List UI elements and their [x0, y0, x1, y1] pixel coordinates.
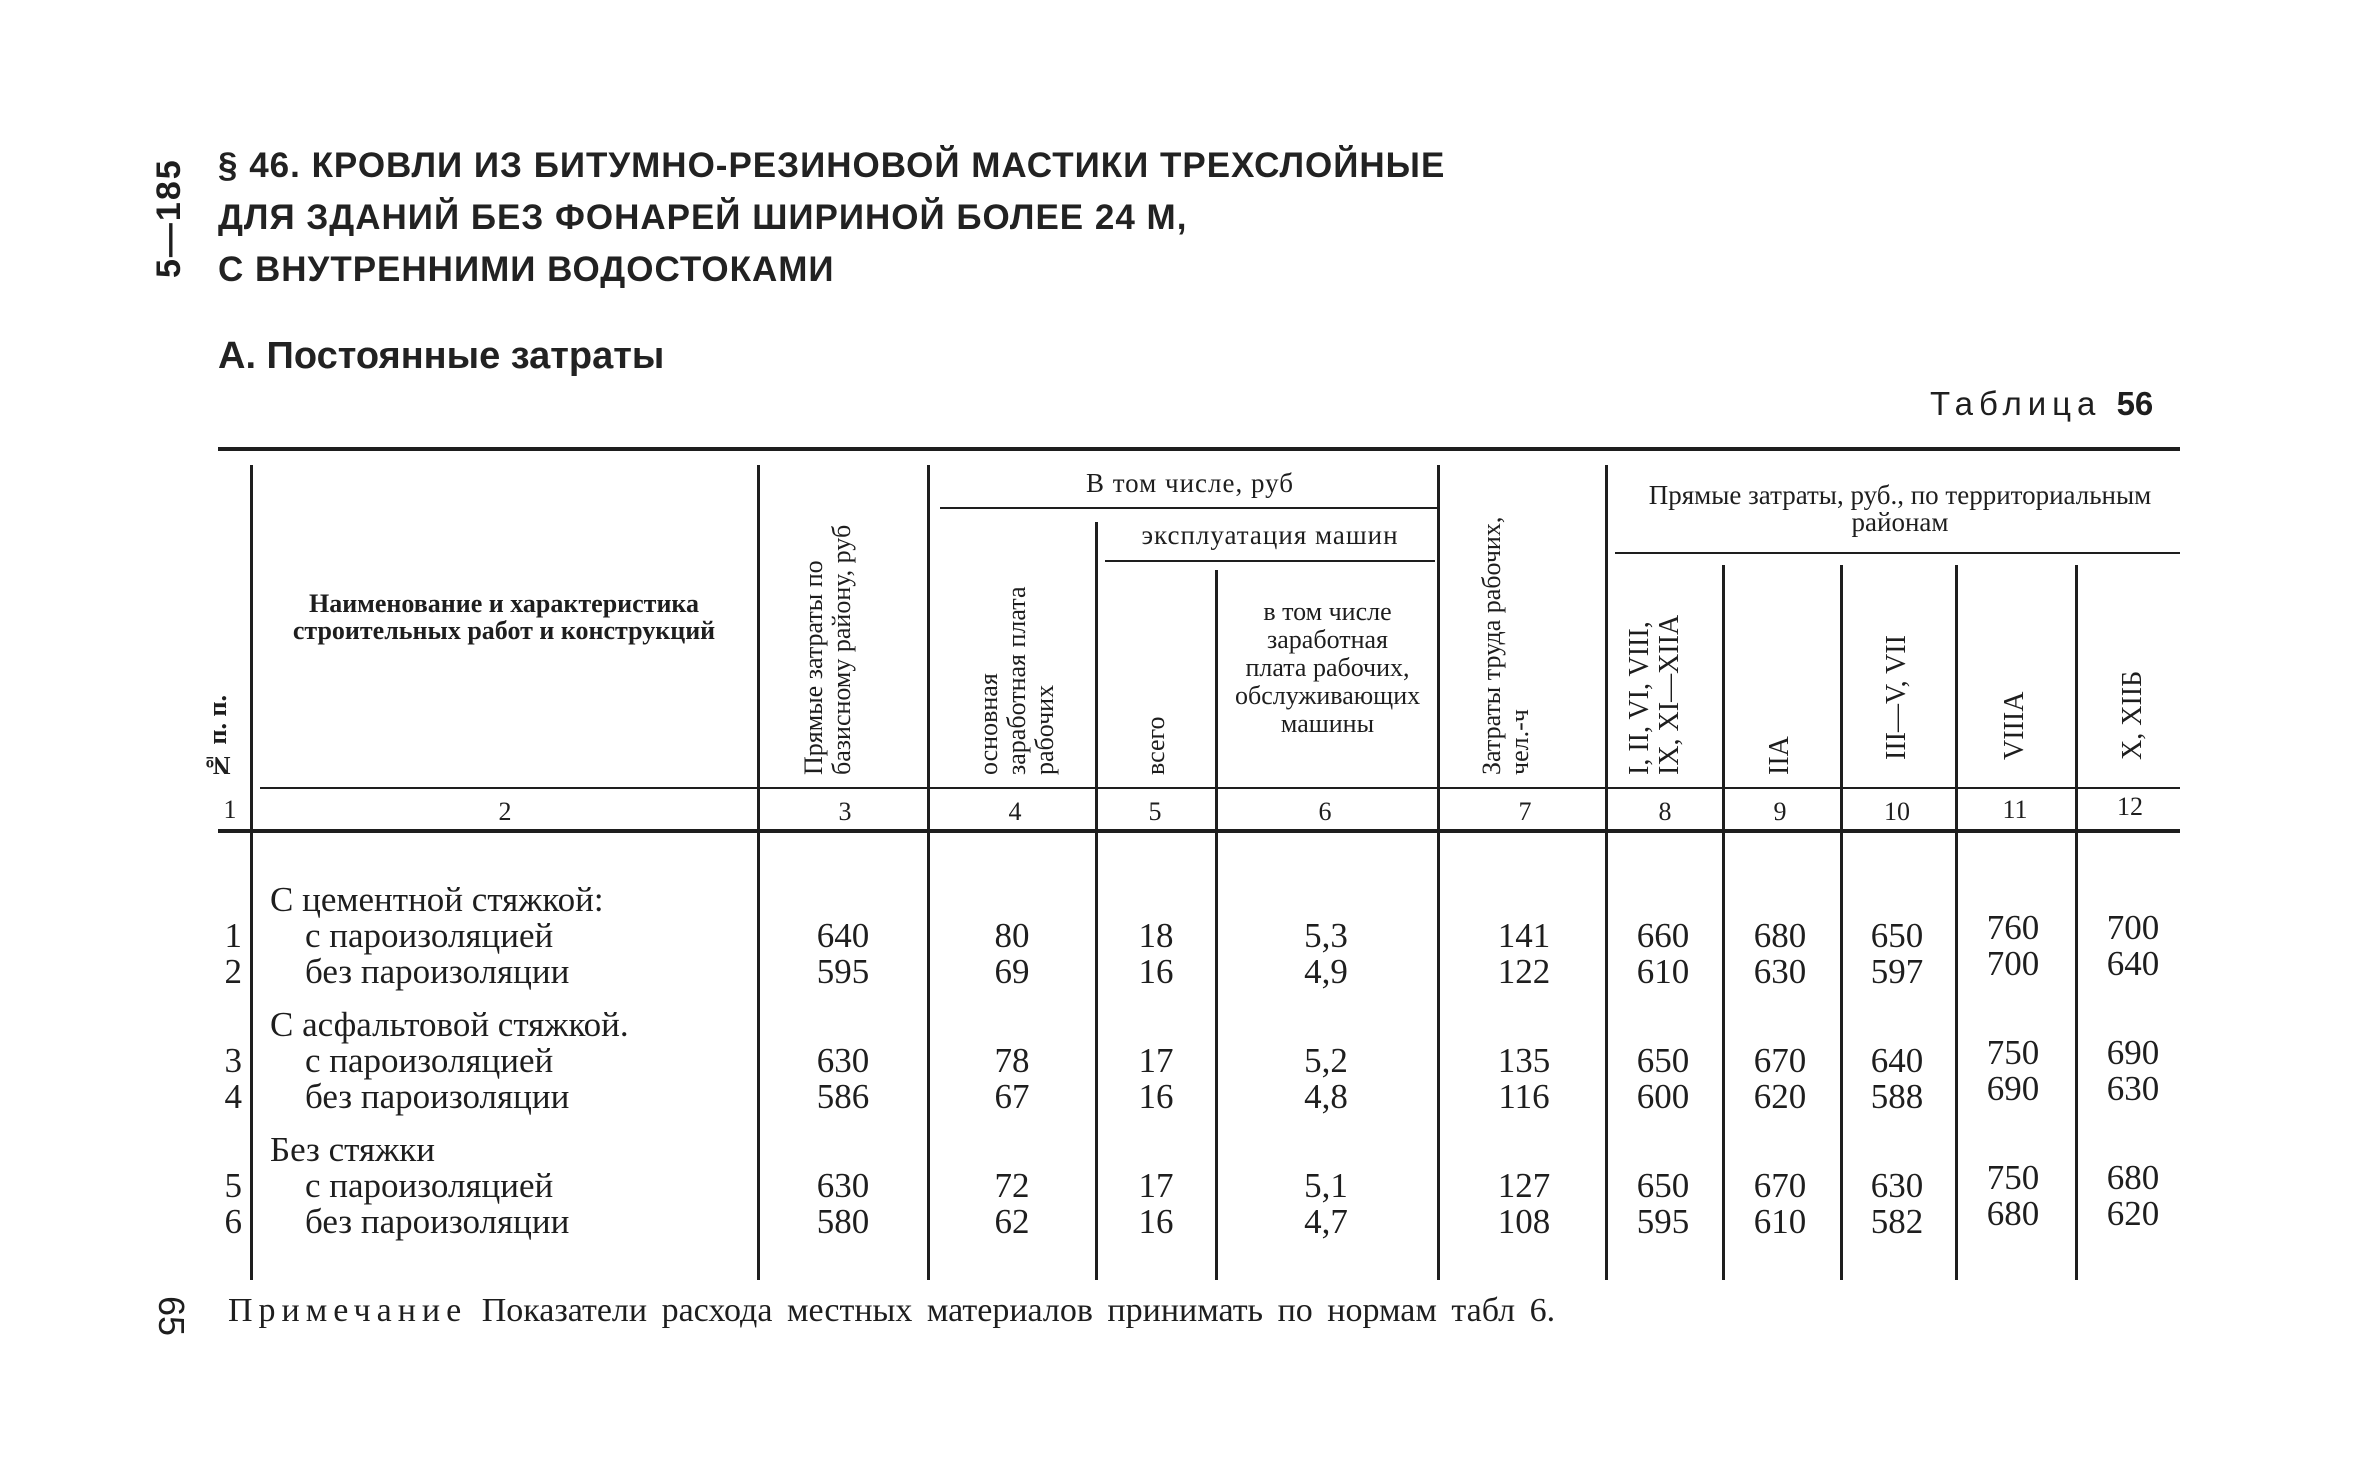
table-cell: 650: [1870, 916, 1924, 955]
table-cell: 78: [994, 1041, 1030, 1080]
column-number: 12: [2117, 792, 2143, 821]
header-bottom-rule: [218, 829, 2180, 833]
row-number: 1: [224, 916, 242, 955]
colnum-rule: [260, 787, 2180, 789]
table-cell: 750: [1986, 1158, 2040, 1197]
table-cell: 5,2: [1304, 1041, 1348, 1080]
col-divider: [2075, 565, 2078, 1280]
table-cell: 630: [816, 1041, 870, 1080]
table-cell: 141: [1497, 916, 1551, 955]
table-cell: 670: [1753, 1041, 1807, 1080]
table-cell: 5,3: [1304, 916, 1348, 955]
header-row-number: № п. п.: [203, 695, 232, 780]
table-number: 56: [2116, 385, 2154, 422]
table-cell: 640: [816, 916, 870, 955]
col-divider: [1955, 565, 1958, 1280]
header-machine-wage: в том числе заработная плата рабочих, обслуживающих машины: [1235, 597, 1421, 738]
table-cell: 650: [1636, 1041, 1690, 1080]
table-cell: 69: [994, 952, 1030, 991]
table-cell: 595: [816, 952, 870, 991]
column-number: 11: [2002, 795, 2028, 824]
including-underline: [940, 507, 1440, 509]
table-cell: 4,8: [1304, 1077, 1348, 1116]
table-cell: 630: [1753, 952, 1807, 991]
table-cell: 80: [994, 916, 1030, 955]
header-base-wage: основная заработная плата рабочих: [974, 586, 1059, 775]
title-line: ДЛЯ ЗДАНИЙ БЕЗ ФОНАРЕЙ ШИРИНОЙ БОЛЕЕ 24 М,: [218, 198, 1188, 237]
table-cell: 640: [1870, 1041, 1924, 1080]
section-title: А. Постоянные затраты: [218, 335, 665, 377]
table-cell: 4,7: [1304, 1202, 1348, 1241]
column-number: 9: [1773, 797, 1787, 826]
table-cell: 108: [1497, 1202, 1551, 1241]
column-number: 2: [498, 797, 512, 826]
table-cell: 135: [1497, 1041, 1551, 1080]
table-cell: 660: [1636, 916, 1690, 955]
table-cell: 5,1: [1304, 1166, 1348, 1205]
table-cell: 595: [1636, 1202, 1690, 1241]
table-cell: 610: [1636, 952, 1690, 991]
table-label-text: Таблица: [1930, 385, 2102, 422]
column-number: 8: [1658, 797, 1672, 826]
table-cell: 586: [816, 1077, 870, 1116]
table-cell: 18: [1138, 916, 1174, 955]
table-top-rule: [218, 447, 2180, 451]
document-code: 5—185: [150, 158, 188, 278]
row-name: без пароизоляции: [305, 1077, 570, 1116]
regional-underline: [1615, 552, 2180, 554]
table-cell: 67: [994, 1077, 1030, 1116]
group-heading: С цементной стяжкой:: [270, 880, 604, 919]
header-region-10: III—V, VII: [1881, 635, 1912, 760]
table-label: [1930, 385, 2153, 423]
row-number: 5: [224, 1166, 242, 1205]
table-cell: 582: [1870, 1202, 1924, 1241]
table-cell: 630: [2106, 1069, 2160, 1108]
header-region-12: X, XIIБ: [2117, 670, 2148, 760]
table-cell: 750: [1986, 1033, 2040, 1072]
header-including: В том числе, руб: [1085, 468, 1295, 498]
col-divider: [1095, 522, 1098, 1280]
header-work-name: Наименование и характеристика строительных работ и конструкций: [292, 589, 716, 645]
row-name: с пароизоляцией: [305, 1041, 554, 1080]
table-cell: 122: [1497, 952, 1551, 991]
header-region-9: IIA: [1764, 736, 1795, 775]
table-cell: 760: [1986, 908, 2040, 947]
table-cell: 680: [1753, 916, 1807, 955]
col-divider: [927, 465, 930, 1280]
table-cell: 680: [2106, 1158, 2160, 1197]
header-machine-operation: эксплуатация машин: [1141, 520, 1399, 550]
group-heading: С асфальтовой стяжкой.: [270, 1005, 629, 1044]
header-machine-total: всего: [1141, 716, 1170, 775]
machine-underline: [1105, 560, 1435, 562]
table-cell: 16: [1138, 952, 1174, 991]
column-number: 3: [838, 797, 852, 826]
column-number: 4: [1008, 797, 1022, 826]
column-number: 7: [1518, 797, 1532, 826]
table-cell: 670: [1753, 1166, 1807, 1205]
col-divider: [1437, 465, 1440, 1280]
col-divider: [757, 465, 760, 1280]
col-divider: [1215, 570, 1218, 1280]
footnote-label: Примечание: [228, 1292, 468, 1329]
table-cell: 597: [1870, 952, 1924, 991]
table-cell: 650: [1636, 1166, 1690, 1205]
table-cell: 600: [1636, 1077, 1690, 1116]
row-name: без пароизоляции: [305, 1202, 570, 1241]
row-number: 2: [224, 952, 242, 991]
footnote-text: Показатели расхода местных материалов принимать по нормам табл 6.: [481, 1292, 1556, 1329]
row-name: с пароизоляцией: [305, 1166, 554, 1205]
table-cell: 17: [1138, 1041, 1174, 1080]
table-cell: 620: [2106, 1194, 2160, 1233]
table-cell: 700: [2106, 908, 2160, 947]
table-cell: 127: [1497, 1166, 1551, 1205]
row-name: без пароизоляции: [305, 952, 570, 991]
table-cell: 116: [1498, 1077, 1550, 1116]
title-line: С ВНУТРЕННИМИ ВОДОСТОКАМИ: [218, 250, 835, 289]
table-cell: 640: [2106, 944, 2160, 983]
col-divider: [1840, 565, 1843, 1280]
table-cell: 690: [1986, 1069, 2040, 1108]
table-cell: 580: [816, 1202, 870, 1241]
group-heading: Без стяжки: [270, 1130, 436, 1169]
header-direct-costs-base: Прямые затраты по базисному району, руб: [799, 524, 856, 775]
page-number: 65: [151, 1295, 192, 1337]
table-cell: 72: [994, 1166, 1030, 1205]
table-cell: 16: [1138, 1077, 1174, 1116]
page-title: [218, 140, 1445, 296]
header-region-8: I, II, VI, VIII, IX, XI—XIIA: [1624, 614, 1685, 775]
row-name: с пароизоляцией: [305, 916, 554, 955]
table-cell: 16: [1138, 1202, 1174, 1241]
title-line: § 46. КРОВЛИ ИЗ БИТУМНО-РЕЗИНОВОЙ МАСТИКИ ТРЕХСЛОЙНЫЕ: [218, 146, 1446, 185]
column-number: 5: [1148, 797, 1162, 826]
header-labor: Затраты труда рабочих, чел.-ч: [1477, 516, 1534, 775]
row-number: 3: [224, 1041, 242, 1080]
table-cell: 62: [994, 1202, 1030, 1241]
column-number: 6: [1318, 797, 1332, 826]
row-number: 6: [224, 1202, 242, 1241]
table-cell: 620: [1753, 1077, 1807, 1116]
header-region-11: VIIIA: [1999, 691, 2030, 760]
table-cell: 700: [1986, 944, 2040, 983]
table-cell: 588: [1870, 1077, 1924, 1116]
table-cell: 630: [816, 1166, 870, 1205]
header-regional: Прямые затраты, руб., по территориальным районам: [1648, 480, 2152, 537]
table-cell: 690: [2106, 1033, 2160, 1072]
col-divider: [1605, 465, 1608, 1280]
table-cell: 17: [1138, 1166, 1174, 1205]
footnote: [228, 1292, 1555, 1330]
table-cell: 630: [1870, 1166, 1924, 1205]
col-divider: [250, 465, 253, 1280]
table-cell: 4,9: [1304, 952, 1348, 991]
col-divider: [1722, 565, 1725, 1280]
column-number: 1: [223, 795, 237, 824]
table-cell: 680: [1986, 1194, 2040, 1233]
column-number: 10: [1884, 797, 1910, 826]
table-cell: 610: [1753, 1202, 1807, 1241]
row-number: 4: [224, 1077, 242, 1116]
